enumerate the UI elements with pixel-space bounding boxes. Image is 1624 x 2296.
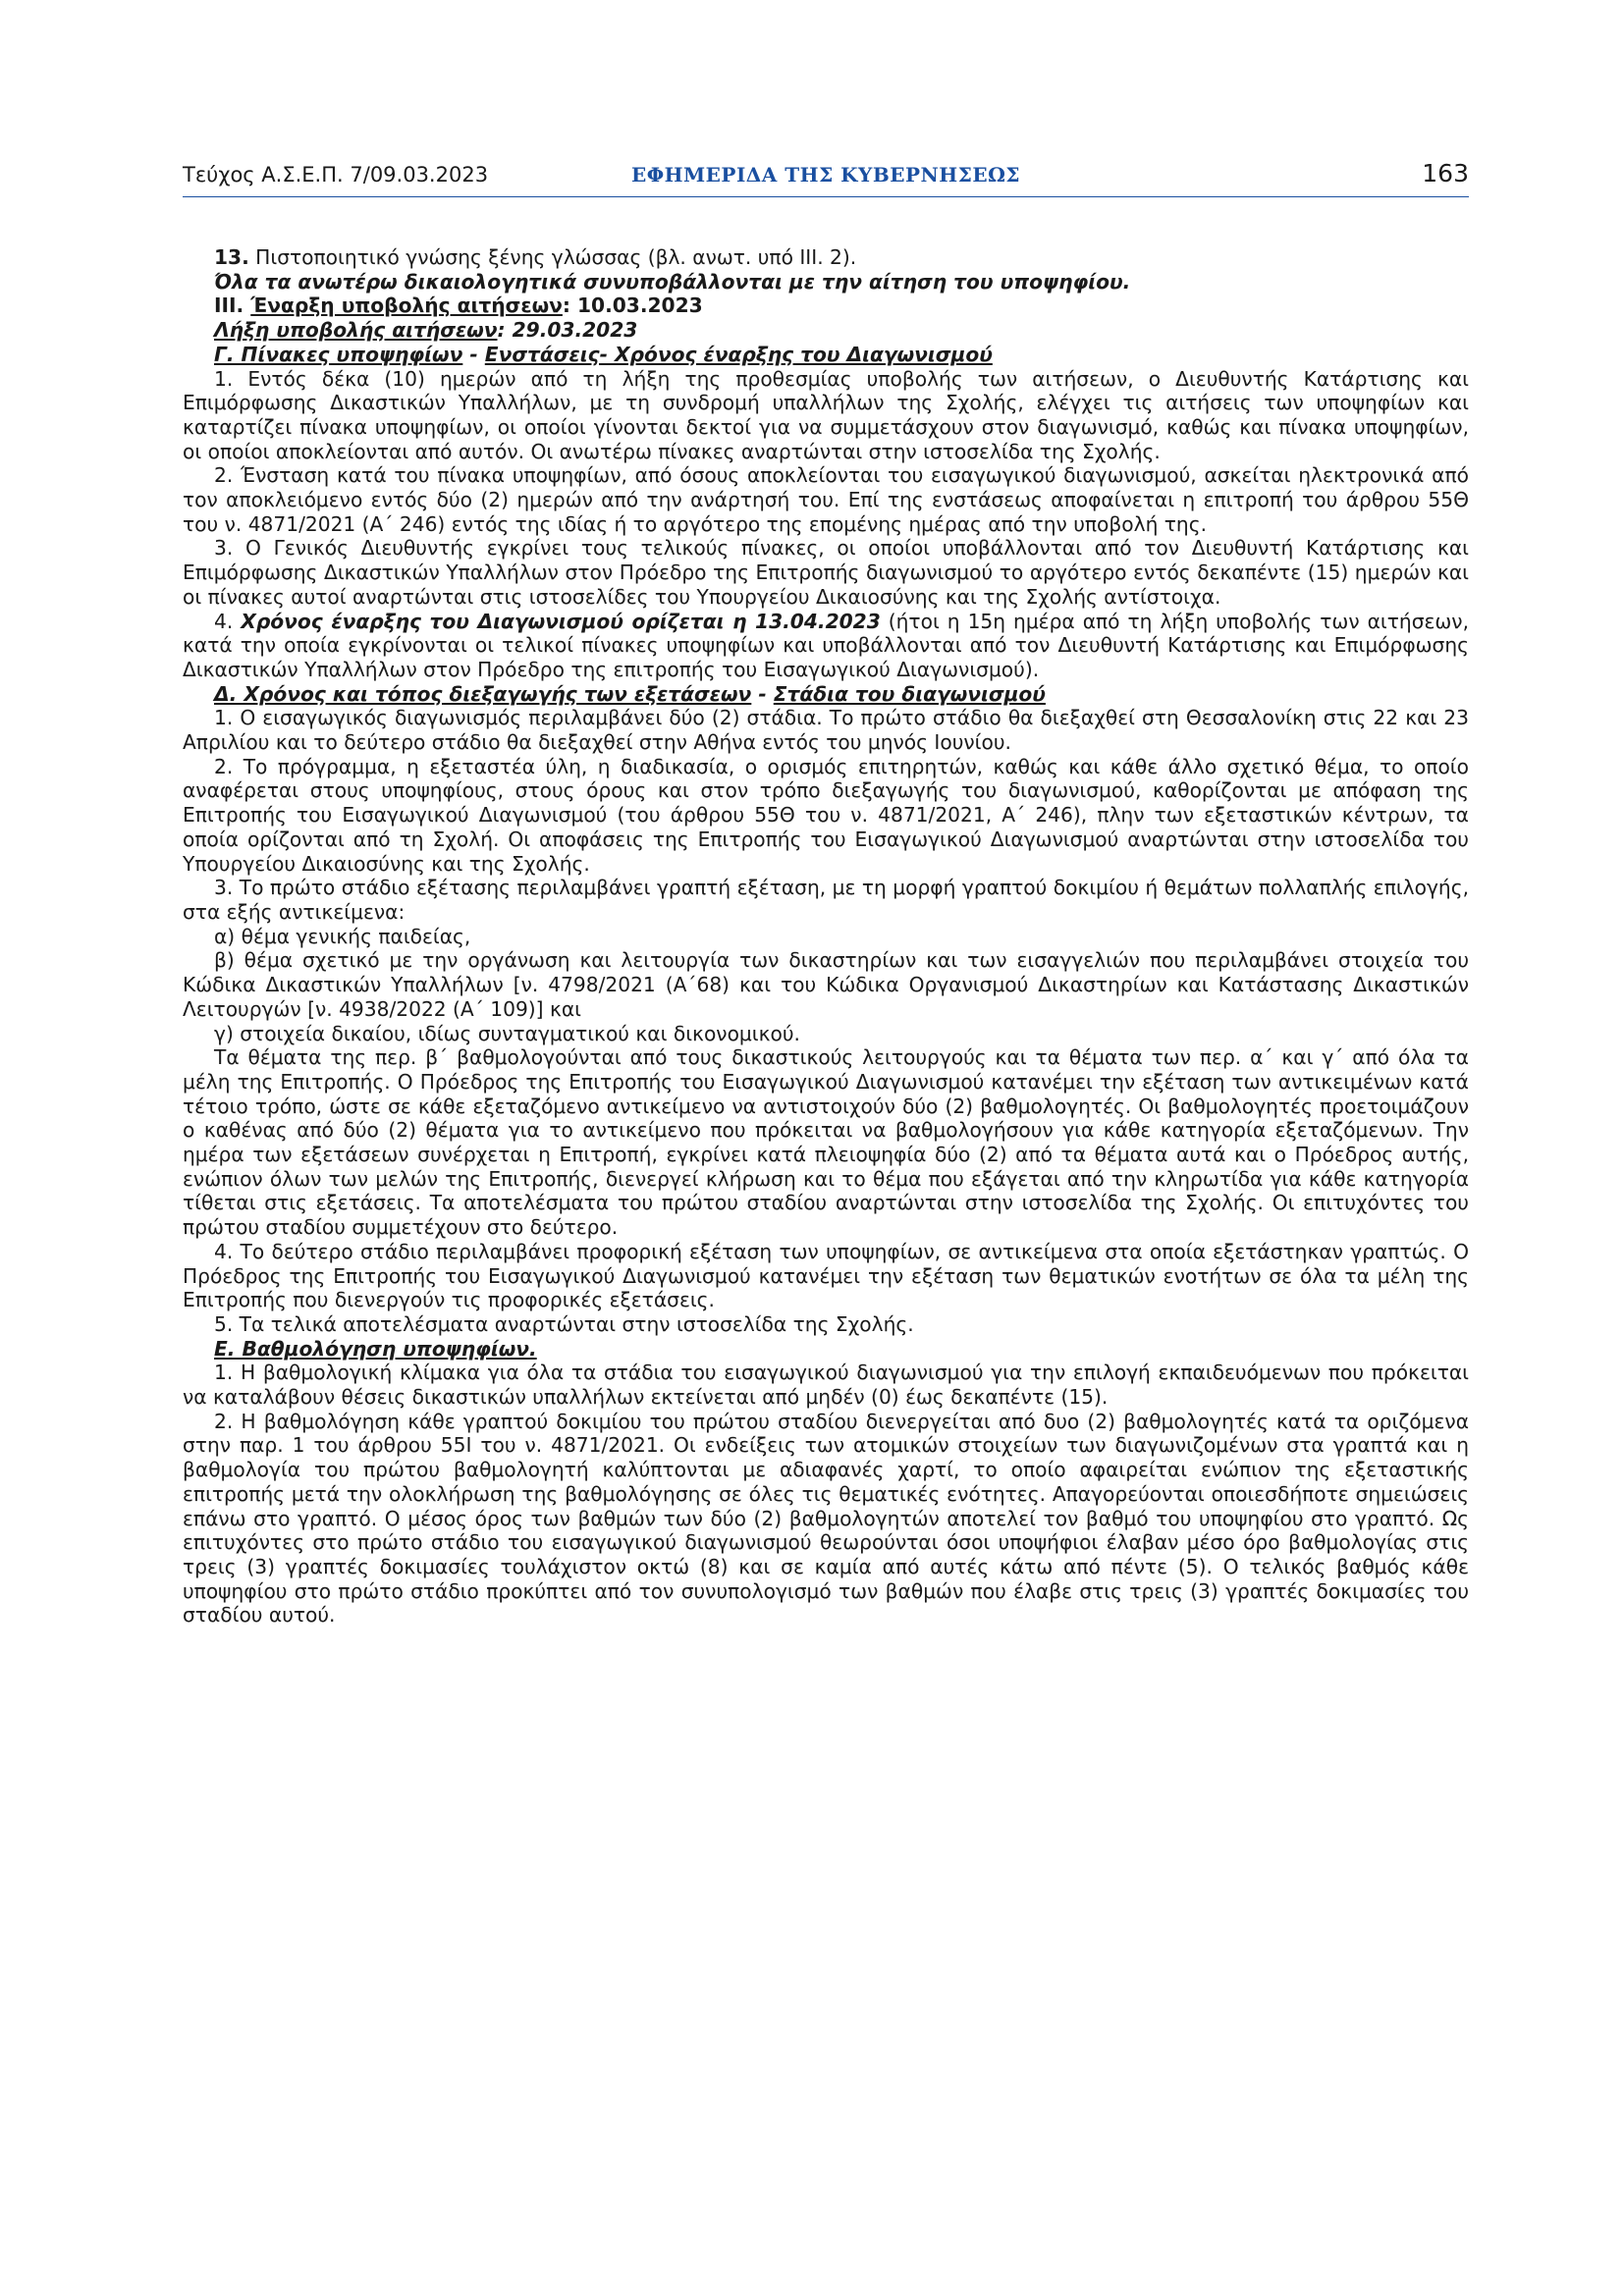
page-header [183,157,1469,197]
grading-assignment-paragraph: Τα θέματα της περ. β΄ βαθμολογούνται από τους δικαστικούς λειτουργούς και τα θέματα των περ. α΄ και γ΄ από όλα τα μέλη της Επιτροπής. Ο Πρόεδρος της Επιτροπής του Εισαγωγικού Διαγωνισμού κατανέμει την εξέταση των αντικειμένων κατά τέτοιο τρόπο, ώστε σε κάθε εξεταζόμενο αντικείμενο να αντιστοιχούν δύο (2) βαθμολογητές. Οι βαθμολογητές προετοιμάζουν ο καθένας από δύο (2) θέματα για το αντικείμενο που πρόκειται να βαθμολογήσουν για κάθε κατηγορία εξεταζόμενων. Την ημέρα των εξετάσεων συνέρχεται η Επιτροπή, εγκρίνει κατά πλειοψηφία δύο (2) από τα θέματα αυτά και ο Πρόεδρος αυτής, ενώπιον όλων των μελών της Επιτροπής, διενεργεί κλήρωση και το θέμα που εξάγεται από την κληρωτίδα για κάθε κατηγορία τίθεται στις εξετάσεις. Τα αποτελέσματα του πρώτου σταδίου αναρτώνται στην ιστοσελίδα της Σχολής. Οι επιτυχόντες του πρώτου σταδίου συμμετέχουν στο δεύτερο. [183,1045,1469,1240]
supporting-docs-note: Όλα τα ανωτέρω δικαιολογητικά συνυποβάλλονται με την αίτηση του υποψηφίου. [214,269,1131,294]
section-d-separator: - [751,681,774,706]
section-d-paragraph-2: 2. Το πρόγραμμα, η εξεταστέα ύλη, η διαδικασία, ο ορισμός επιτηρητών, καθώς και κάθε άλλο σχετικό θέμα, το οποίο αναφέρεται στους υποψηφίους, στους όρους και στον τρόπο διεξαγωγής του διαγωνισμού, καθορίζονται με απόφαση της Επιτροπής του Εισαγωγικού Διαγωνισμού (του άρθρου 55Θ του ν. 4871/2021, Α΄ 246), πλην των εξεταστικών κέντρων, τα οποία ορίζονται από τη Σχολή. Οι αποφάσεις της Επιτροπής του Εισαγωγικού Διαγωνισμού αναρτώνται στην ιστοσελίδα του Υπουργείου Δικαιοσύνης και της Σχολής. [183,754,1469,876]
section-e-paragraph-2: 2. Η βαθμολόγηση κάθε γραπτού δοκιμίου του πρώτου σταδίου διενεργείται από δυο (2) βαθμολογητές κατά τα οριζόμενα στην παρ. 1 του άρθρου 55Ι του ν. 4871/2021. Οι ενδείξεις των ατομικών στοιχείων των διαγωνιζομένων στα γραπτά και η βαθμολογία του πρώτου βαθμολογητή καλύπτονται με αδιαφανές χαρτί, το οποίο αφαιρείται ενώπιον της εξεταστικής επιτροπής μετά την ολοκλήρωση της βαθμολόγησης σε όλες τις θεματικές ενότητες. Απαγορεύονται οποιεσδήποτε σημειώσεις επάνω στο γραπτό. Ο μέσος όρος των βαθμών των δύο (2) βαθμολογητών αποτελεί τον βαθμό του υποψηφίου στο γραπτό. Ως επιτυχόντες στο πρώτο στάδιο του εισαγωγικού διαγωνισμού θεωρούνται όσοι υποψήφιοι έλαβαν μέσο όρο βαθμολογίας στις τρεις (3) γραπτές δοκιμασίες τουλάχιστον οκτώ (8) και σε καμία από αυτές κάτω από πέντε (5). Ο τελικός βαθμός κάθε υποψηφίου στο πρώτο στάδιο προκύπτει από τον συνυπολογισμό των βαθμών που έλαβε στις τρεις (3) γραπτές δοκιμασίες του σταδίου αυτού. [183,1409,1469,1628]
section-g-subtitle: Ενστάσεις- Χρόνος έναρξης του Διαγωνισμού [484,342,993,366]
issue-label: Τεύχος Α.Σ.Ε.Π. 7/09.03.2023 [183,163,489,187]
section-g-heading [183,343,1469,367]
section-iii-prefix: ΙΙΙ. [214,294,251,318]
document-body [183,245,1469,1628]
section-g-paragraph-1: 1. Εντός δέκα (10) ημερών από τη λήξη της προθεσμίας υποβολής των αιτήσεων, ο Διευθυντής Κατάρτισης και Επιμόρφωσης Δικαστικών Υπαλλήλων, με τη συνδρομή υπαλλήλων της Σχολής, ελέγχει τις αιτήσεις των υποψηφίων και καταρτίζει πίνακα υποψηφίων, οι οποίοι γίνονται δεκτοί για να συμμετάσχουν στον διαγωνισμό, καθώς και πίνακα υποψηφίων, οι οποίοι αποκλείονται από αυτόν. Οι ανωτέρω πίνακες αναρτώνται στην ιστοσελίδα της Σχολής. [183,366,1469,463]
section-d-paragraph-1: 1. Ο εισαγωγικός διαγωνισμός περιλαμβάνει δύο (2) στάδια. Το πρώτο στάδιο θα διεξαχθεί στη Θεσσαλονίκη στις 22 και 23 Απριλίου και το δεύτερο στάδιο θα διεξαχθεί στην Αθήνα εντός του μηνός Ιουνίου. [183,706,1469,755]
section-e-paragraph-1: 1. Η βαθμολογική κλίμακα για όλα τα στάδια του εισαγωγικού διαγωνισμού για την επιλογή εκπαιδευόμενων που πρόκειται να καταλάβουν θέσεις δικαστικών υπαλλήλων εκτείνεται από μηδέν (0) έως δεκαπέντε (15). [183,1361,1469,1410]
submission-start-label: Έναρξη υποβολής αιτήσεων [250,294,563,318]
section-g-separator: - [462,342,485,366]
item-13-number: 13. [214,245,249,269]
journal-title: ΕΦΗΜΕΡΙΔΑ ΤΗΣ ΚΥΒΕΡΝΗΣΕΩΣ [630,163,1021,187]
section-g-paragraph-2: 2. Ένσταση κατά του πίνακα υποψηφίων, από όσους αποκλείονται του εισαγωγικού διαγωνισμού, ασκείται ηλεκτρονικά από τον αποκλειόμενο εντός δύο (2) ημερών από την ανάρτησή του. Επί της ενστάσεως αποφαίνεται η επιτροπή του άρθρου 55Θ του ν. 4871/2021 (Α΄ 246) εντός της ιδίας ή το αργότερο της επομένης ημέρας από την υποβολή της. [183,463,1469,536]
submission-end-label: Λήξη υποβολής αιτήσεων [214,318,498,343]
g4-text: (ήτοι η 15η ημέρα από τη λήξη υποβολής των αιτήσεων, κατά την οποία εγκρίνονται οι τελικοί πίνακες υποψηφίων και υποβάλλονται από τον Διευθυντή Κατάρτισης και Επιμόρφωσης Δικαστικών Υπαλλήλων στον Πρόεδρο της επιτροπής του Εισαγωγικού Διαγωνισμού). [183,609,1470,681]
submission-end-date: : 29.03.2023 [497,318,638,343]
submission-start [183,294,1469,318]
subject-b: β) θέμα σχετικό με την οργάνωση και λειτουργία των δικαστηρίων και των εισαγγελιών που περιλαμβάνει στοιχεία του Κώδικα Δικαστικών Υπαλλήλων [ν. 4798/2021 (Α΄68) και του Κώδικα Οργανισμού Δικαστηρίων και Κατάστασης Δικαστικών Λειτουργών [ν. 4938/2022 (Α΄ 109)] και [183,948,1469,1021]
subject-a: α) θέμα γενικής παιδείας, [214,924,471,948]
g4-number: 4. [214,609,242,633]
section-e-heading: Ε. Βαθμολόγηση υποψηφίων. [214,1336,537,1361]
section-d-paragraph-3: 3. Το πρώτο στάδιο εξέτασης περιλαμβάνει γραπτή εξέταση, με τη μορφή γραπτού δοκιμίου ή θεμάτων πολλαπλής επιλογής, στα εξής αντικείμενα: [183,876,1469,924]
item-13-text: Πιστοποιητικό γνώσης ξένης γλώσσας (βλ. ανωτ. υπό ΙΙΙ. 2). [248,245,857,269]
section-g-title: Γ. Πίνακες υποψηφίων [214,342,463,366]
section-d-paragraph-4: 4. Το δεύτερο στάδιο περιλαμβάνει προφορική εξέταση των υποψηφίων, σε αντικείμενα στα οποία εξετάστηκαν γραπτώς. Ο Πρόεδρος της Επιτροπής του Εισαγωγικού Διαγωνισμού κατανέμει την εξέταση των θεματικών ενοτήτων σε όλα τα μέλη της Επιτροπής που διενεργούν τις προφορικές εξετάσεις. [183,1239,1469,1312]
submission-end [183,318,1469,343]
g4-start-date: Χρόνος έναρξης του Διαγωνισμού ορίζεται η 13.04.2023 [241,609,881,633]
section-d-title: Δ. Χρόνος και τόπος διεξαγωγής των εξετάσεων [214,681,752,706]
page-number: 163 [1422,159,1469,187]
section-g-paragraph-3: 3. Ο Γενικός Διευθυντής εγκρίνει τους τελικούς πίνακες, οι οποίοι υποβάλλονται από τον Διευθυντή Κατάρτισης και Επιμόρφωσης Δικαστικών Υπαλλήλων στον Πρόεδρο της Επιτροπής διαγωνισμού το αργότερο εντός δεκαπέντε (15) ημερών και οι πίνακες αυτοί αναρτώνται στις ιστοσελίδες του Υπουργείου Δικαιοσύνης και της Σχολής αντίστοιχα. [183,536,1469,609]
section-d-subtitle: Στάδια του διαγωνισμού [773,681,1046,706]
section-d-paragraph-5: 5. Τα τελικά αποτελέσματα αναρτώνται στην ιστοσελίδα της Σχολής. [214,1311,914,1336]
item-13 [183,245,1469,270]
subject-c: γ) στοιχεία δικαίου, ιδίως συνταγματικού και δικονομικού. [214,1021,800,1045]
section-d-heading [183,682,1469,707]
submission-start-date: : 10.03.2023 [562,294,703,318]
section-g-paragraph-4 [183,610,1469,682]
